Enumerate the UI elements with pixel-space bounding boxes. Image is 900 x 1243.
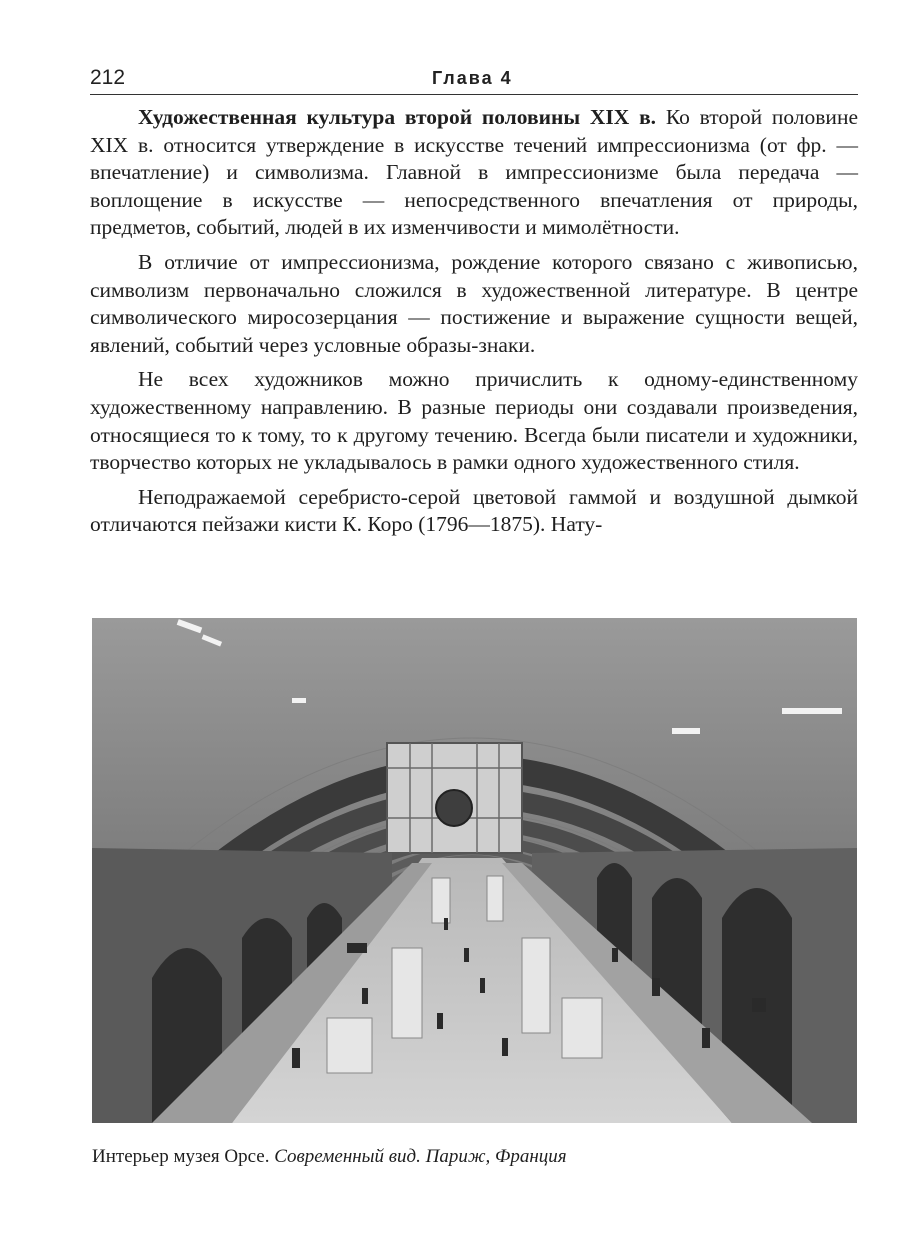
paragraph-text: Ко второй половине XIX в. относится утверждение в искусстве течений импрессионизма (от фр. — впечатление) и символизма. Главной в импрессионизме была передача — воплощение в искусстве — непосредственного впечатления от природы, предметов, событий, людей в их изменчивости и мимолётности. <box>90 105 858 240</box>
body-text <box>90 104 858 546</box>
museum-interior-photo <box>92 618 857 1123</box>
chapter-title: Глава 4 <box>432 68 513 88</box>
paragraph-1 <box>90 104 858 242</box>
clock-icon <box>436 790 472 826</box>
section-heading: Художественная культура второй половины XIX в. <box>138 105 657 129</box>
caption-text: Интерьер музея Орсе. <box>92 1146 275 1167</box>
header-rule <box>90 94 858 95</box>
page-number: 212 <box>90 66 126 89</box>
paragraph-4: Неподражаемой серебристо-серой цветовой гаммой и воздушной дымкой отличаются пейзажи кисти К. Коро (1796—1875). Нату- <box>90 484 858 537</box>
caption-italic-text: Современный вид. Париж, Франция <box>274 1146 567 1167</box>
paragraph-2: В отличие от импрессионизма, рождение которого связано с живописью, символизм первоначально сложился в художественной литературе. В центре символического миросозерцания — постижение и выражение сущности вещей, явлений, событий через условные образы-знаки. <box>90 249 858 357</box>
figure-caption <box>92 1146 858 1168</box>
paragraph-3: Не всех художников можно причислить к одному-единственному художественному направлению. В разные периоды они создавали произведения, относящиеся то к тому, то к другому течению. Всегда были писатели и художники, творчество которых не укладывалось в рамки одного художественного стиля. <box>90 367 858 475</box>
